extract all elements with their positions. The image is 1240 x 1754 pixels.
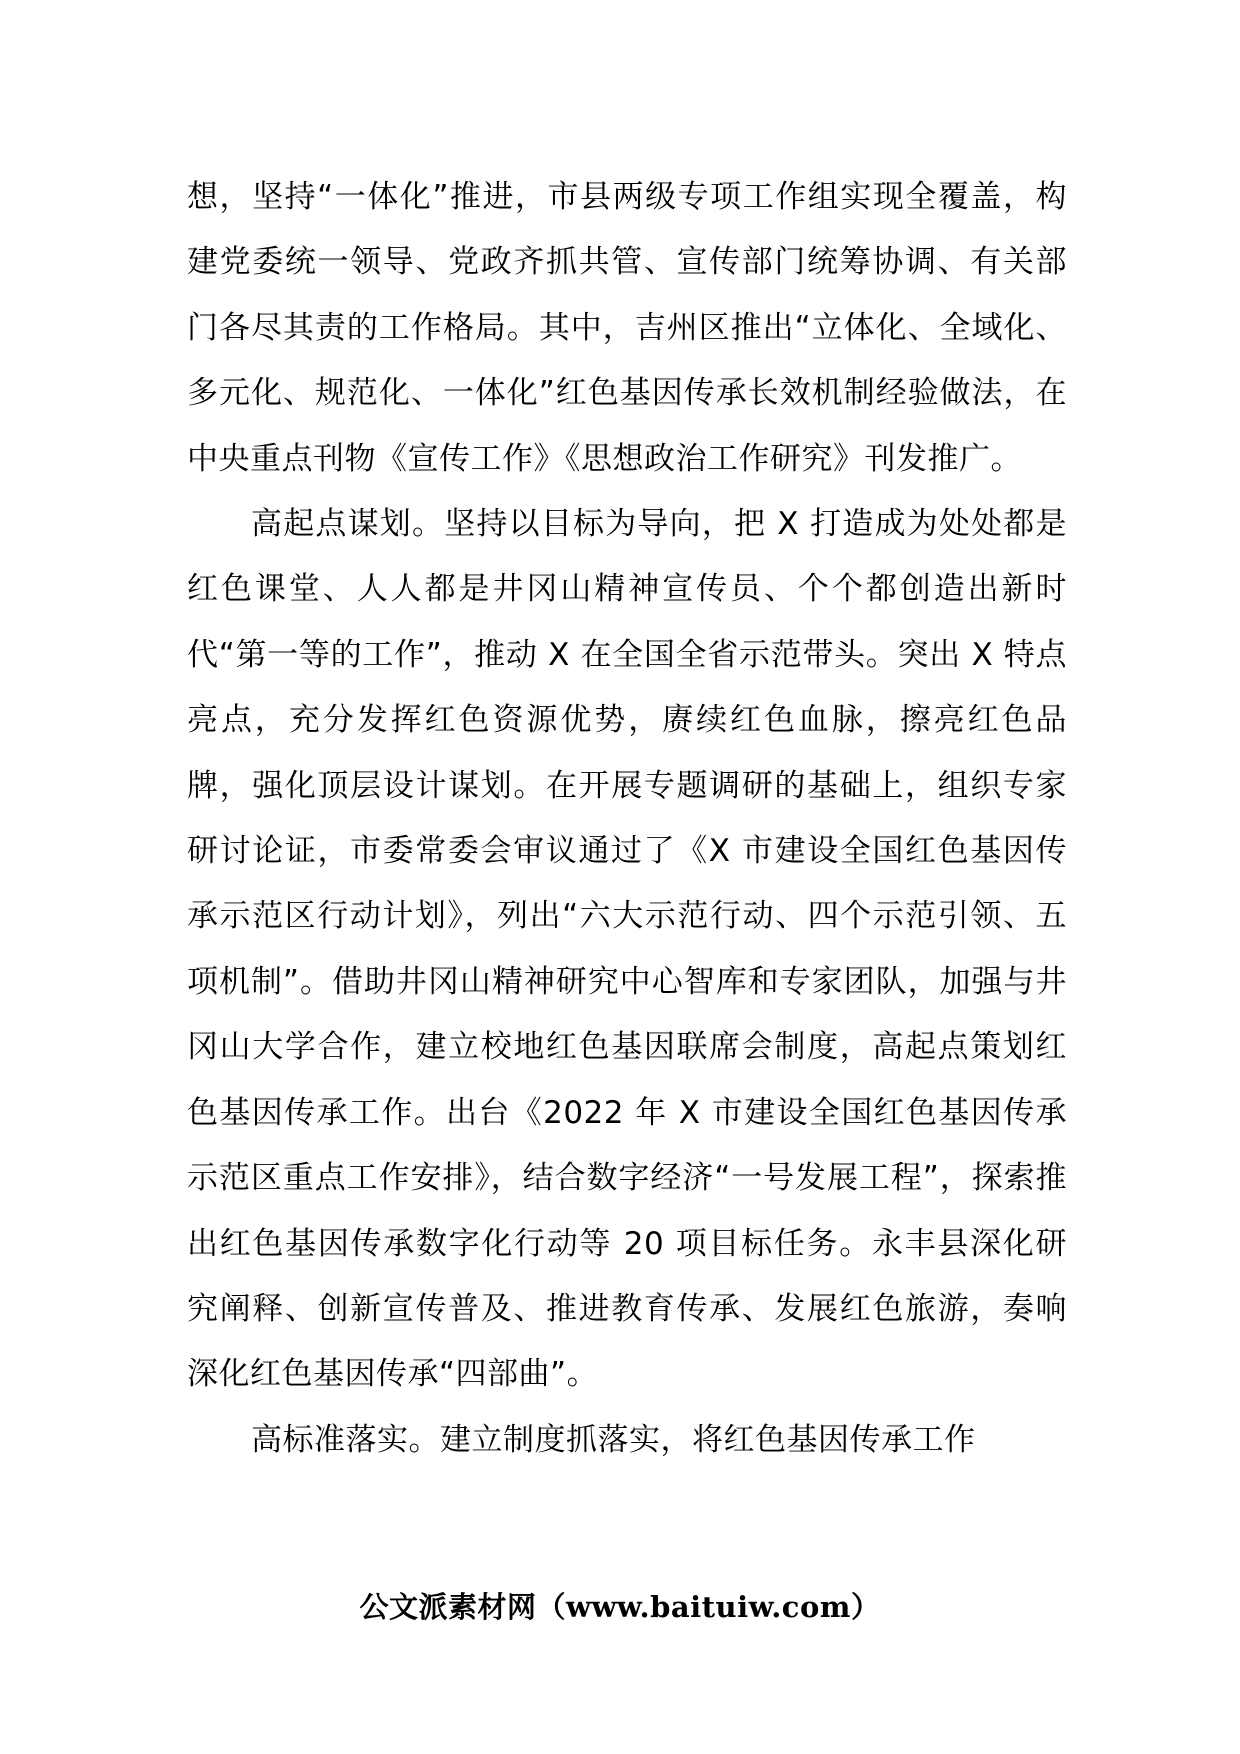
paragraph-2: 高起点谋划。坚持以目标为导向，把 X 打造成为处处都是红色课堂、人人都是井冈山精神宣传员、个个都创造出新时代“第一等的工作”，推动 X 在全国全省示范带头。突出 X 特点亮点，充分发挥红色资源优势，赓续红色血脉，擦亮红色品牌，强化顶层设计谋划。在开展专题调研的基础上，组织专家研讨论证，市委常委会审议通过了《X 市建设全国红色基因传承示范区行动计划》，列出“六大示范行动、四个示范引领、五项机制”。借助井冈山精神研究中心智库和专家团队，加强与井冈山大学合作，建立校地红色基因联席会制度，高起点策划红色基因传承工作。出台《2022 年 X 市建设全国红色基因传承示范区重点工作安排》，结合数字经济“一号发展工程”，探索推出红色基因传承数字化行动等 20 项目标任务。永丰县深化研究阐释、创新宣传普及、推进教育传承、发展红色旅游，奏响深化红色基因传承“四部曲”。 xyxy=(187,506,1067,1393)
paragraph-3: 高标准落实。建立制度抓落实，将红色基因传承工作 xyxy=(251,1421,976,1458)
footer-source: 公文派素材网（www.baituiw.com） xyxy=(359,1590,881,1624)
document-body xyxy=(187,165,1067,1473)
paragraph-1: 想，坚持“一体化”推进，市县两级专项工作组实现全覆盖，构建党委统一领导、党政齐抓共管、宣传部门统筹协调、有关部门各尽其责的工作格局。其中，吉州区推出“立体化、全域化、多元化、规范化、一体化”红色基因传承长效机制经验做法，在中央重点刊物《宣传工作》《思想政治工作研究》刊发推广。 xyxy=(187,179,1067,477)
